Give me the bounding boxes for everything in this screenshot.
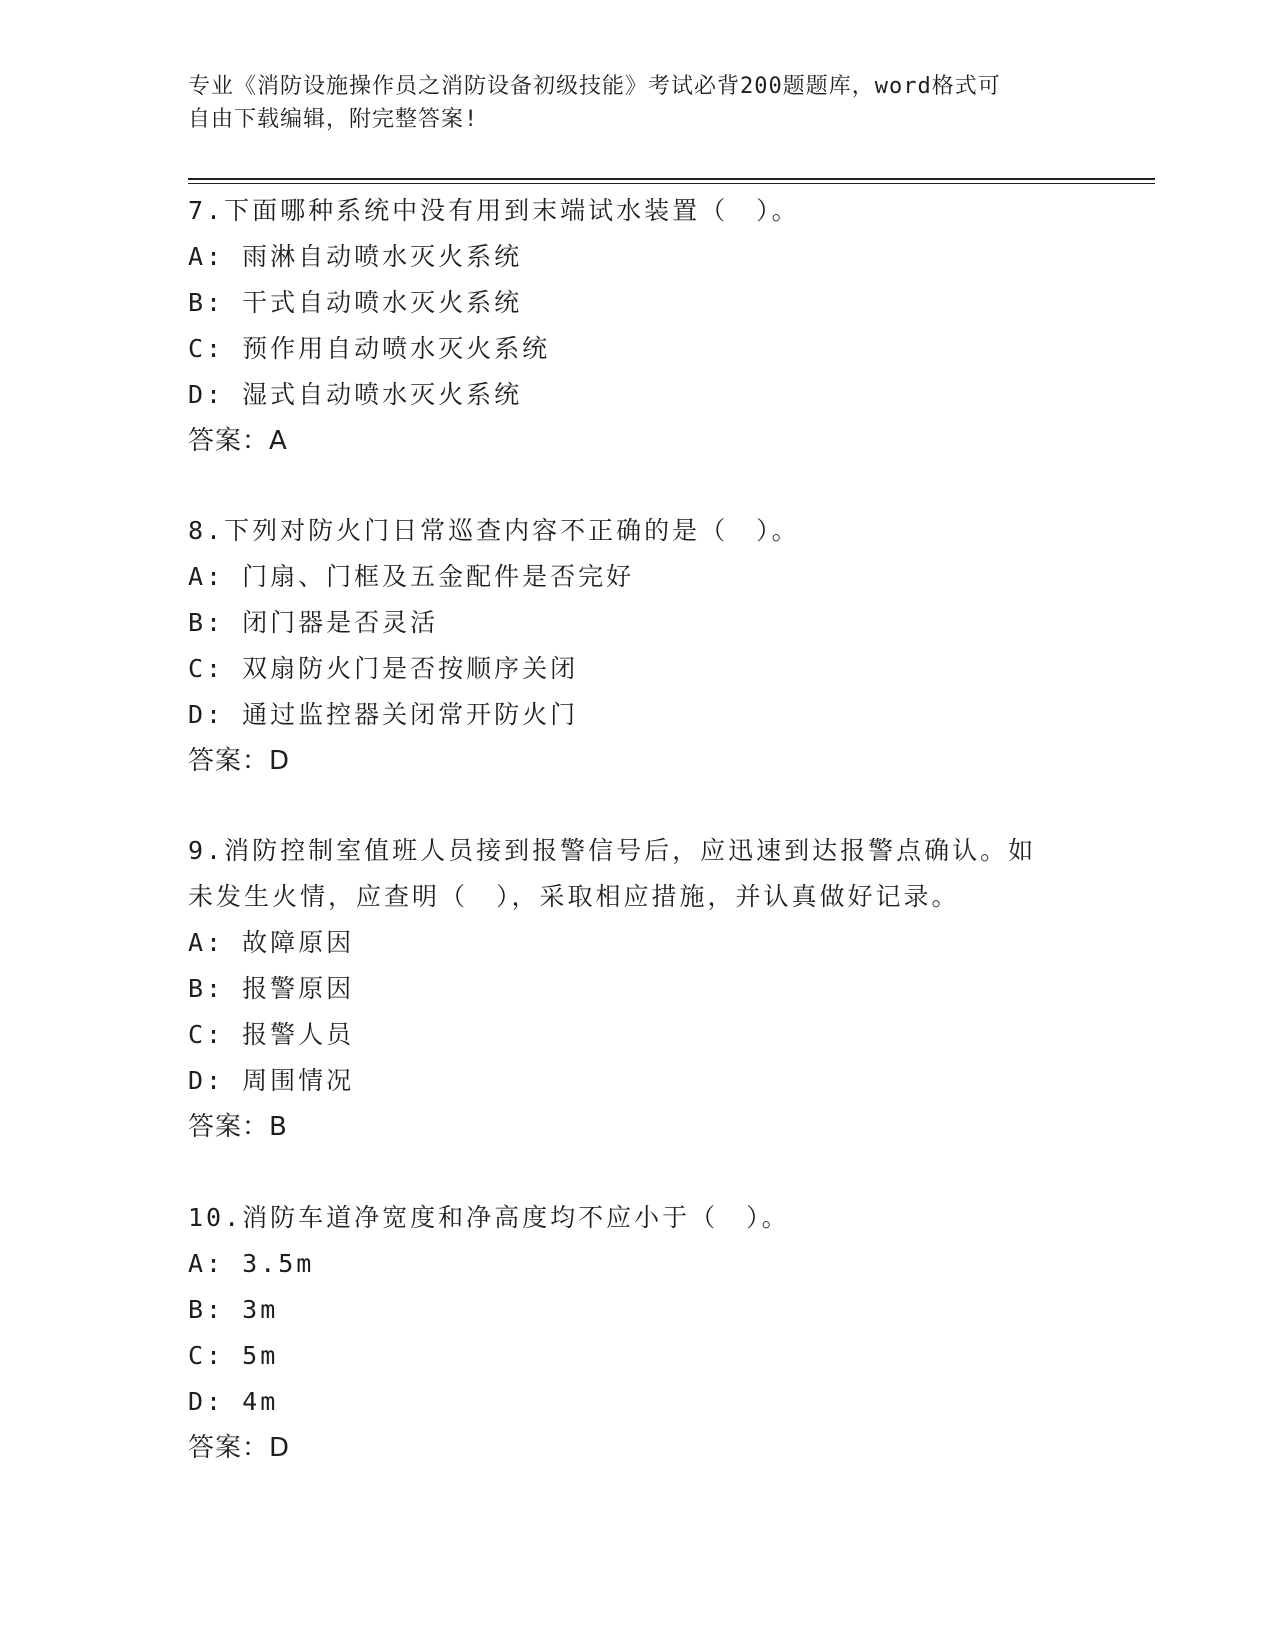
header-divider-thin — [188, 183, 1155, 184]
option-b: B: 3m — [188, 1295, 279, 1324]
option-d: D: 湿式自动喷水灭火系统 — [188, 380, 523, 409]
option-c: C: 双扇防火门是否按顺序关闭 — [188, 654, 579, 683]
question-10 — [188, 1195, 1148, 1471]
document-header — [188, 70, 1088, 136]
header-line-1: 专业《消防设施操作员之消防设备初级技能》考试必背200题题库，word格式可 — [188, 74, 1001, 99]
answer-label: 答案：A — [188, 426, 288, 456]
option-b: B: 报警原因 — [188, 974, 355, 1003]
header-divider-thick — [188, 178, 1155, 180]
question-9 — [188, 828, 1148, 1150]
question-stem: 9.消防控制室值班人员接到报警信号后，应迅速到达报警点确认。如 — [188, 836, 1037, 865]
question-7 — [188, 188, 1148, 464]
option-c: C: 报警人员 — [188, 1020, 355, 1049]
option-c: C: 预作用自动喷水灭火系统 — [188, 334, 551, 363]
option-d: D: 通过监控器关闭常开防火门 — [188, 700, 579, 729]
answer-label: 答案：D — [188, 1433, 291, 1463]
answer-label: 答案：D — [188, 746, 291, 776]
option-c: C: 5m — [188, 1341, 279, 1370]
answer-label: 答案：B — [188, 1112, 288, 1142]
question-stem: 7.下面哪种系统中没有用到末端试水装置（ ）。 — [188, 196, 800, 225]
question-stem-continued: 未发生火情，应查明（ ），采取相应措施，并认真做好记录。 — [188, 882, 960, 911]
option-d: D: 周围情况 — [188, 1066, 355, 1095]
option-b: B: 闭门器是否灵活 — [188, 608, 439, 637]
option-a: A: 门扇、门框及五金配件是否完好 — [188, 562, 635, 591]
option-a: A: 雨淋自动喷水灭火系统 — [188, 242, 523, 271]
question-stem: 8.下列对防火门日常巡查内容不正确的是（ ）。 — [188, 516, 800, 545]
question-8 — [188, 508, 1148, 784]
option-b: B: 干式自动喷水灭火系统 — [188, 288, 523, 317]
option-d: D: 4m — [188, 1387, 279, 1416]
question-stem: 10.消防车道净宽度和净高度均不应小于（ ）。 — [188, 1203, 790, 1232]
option-a: A: 3.5m — [188, 1249, 315, 1278]
option-a: A: 故障原因 — [188, 928, 355, 957]
header-line-2: 自由下载编辑，附完整答案! — [188, 107, 479, 132]
